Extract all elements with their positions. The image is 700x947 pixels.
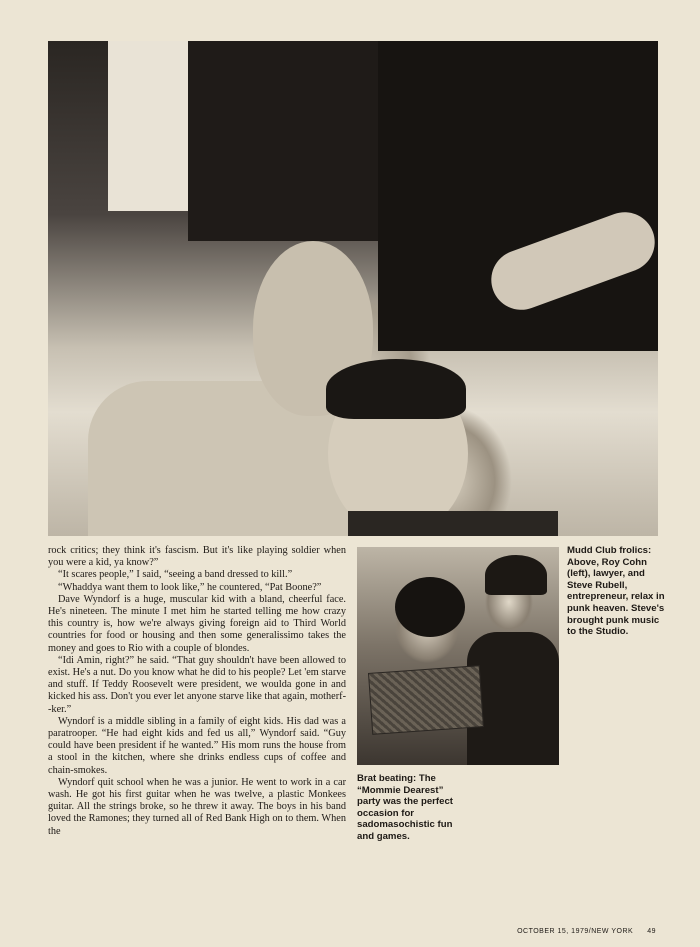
side-photo xyxy=(357,547,559,765)
photo-figure-dark xyxy=(188,41,398,241)
article-paragraph: “It scares people,” I said, “seeing a band dressed to kill.” xyxy=(58,569,293,581)
article-paragraph: Wyndorf is a middle sibling in a family of eight kids. His dad was a paratrooper. “He had eight kids and fed us all,” Wyndorf said. “Guy could have been president if he wanted.” His mom runs the house from a stool in the kitchen, where she drinks endless cups of coffee and chain-smokes. xyxy=(48,715,346,776)
photo-notebook xyxy=(368,665,484,735)
photo-figure-left xyxy=(108,41,198,211)
page-number: 49 xyxy=(647,928,656,935)
article-paragraph: “Idi Amin, right?” he said. “That guy shouldn't have been allowed to exist. He's a nut. Do you know what he did to his people? Let 'em starve and stuff. If Teddy Roosevelt were president, we woulda gone in and kicked his ass. Don't you ever let anyone starve like that again, motherf--ker.” xyxy=(48,654,346,715)
photo-young-man-shirt xyxy=(348,511,558,536)
article-paragraph: Wyndorf quit school when he was a junior. He went to work in a car wash. He got his first guitar when he was twelve, a plastic Monkees guitar. All the strings broke, so he threw it away. The boys in his band loved the Ramones; they turned all of Red Bank High on to them. When the xyxy=(48,776,346,837)
article-body xyxy=(48,545,346,838)
folio-date: OCTOBER 15, 1979/NEW YORK xyxy=(517,928,634,935)
article-paragraph: rock critics; they think it's fascism. But it's like playing soldier when you were a kid, ya know?” xyxy=(48,545,346,569)
caption-top: Mudd Club frolics: Above, Roy Cohn (left), lawyer, and Steve Rubell, entrepreneur, relax in punk heaven. Steve's brought punk music to the Studio. xyxy=(567,545,665,638)
article-paragraph: “Whaddya want them to look like,” he countered, “Pat Boone?” xyxy=(58,581,322,593)
photo-hat-right xyxy=(485,555,547,595)
caption-bottom: Brat beating: The “Mommie Dearest” party was the perfect occasion for sadomasochistic fun and games. xyxy=(357,773,453,842)
photo-young-man-hair xyxy=(326,359,466,419)
article-paragraph: Dave Wyndorf is a huge, muscular kid with a bland, cheerful face. He's nineteen. The minute I met him he started telling me how crazy this country is, how we're always giving foreign aid to Third World countries for food or housing and then some generalissimo takes the money and goes to Rio with a couple of blondes. xyxy=(48,593,346,654)
photo-hair-left xyxy=(395,577,465,637)
main-photo xyxy=(48,41,658,536)
page-folio xyxy=(517,928,656,935)
